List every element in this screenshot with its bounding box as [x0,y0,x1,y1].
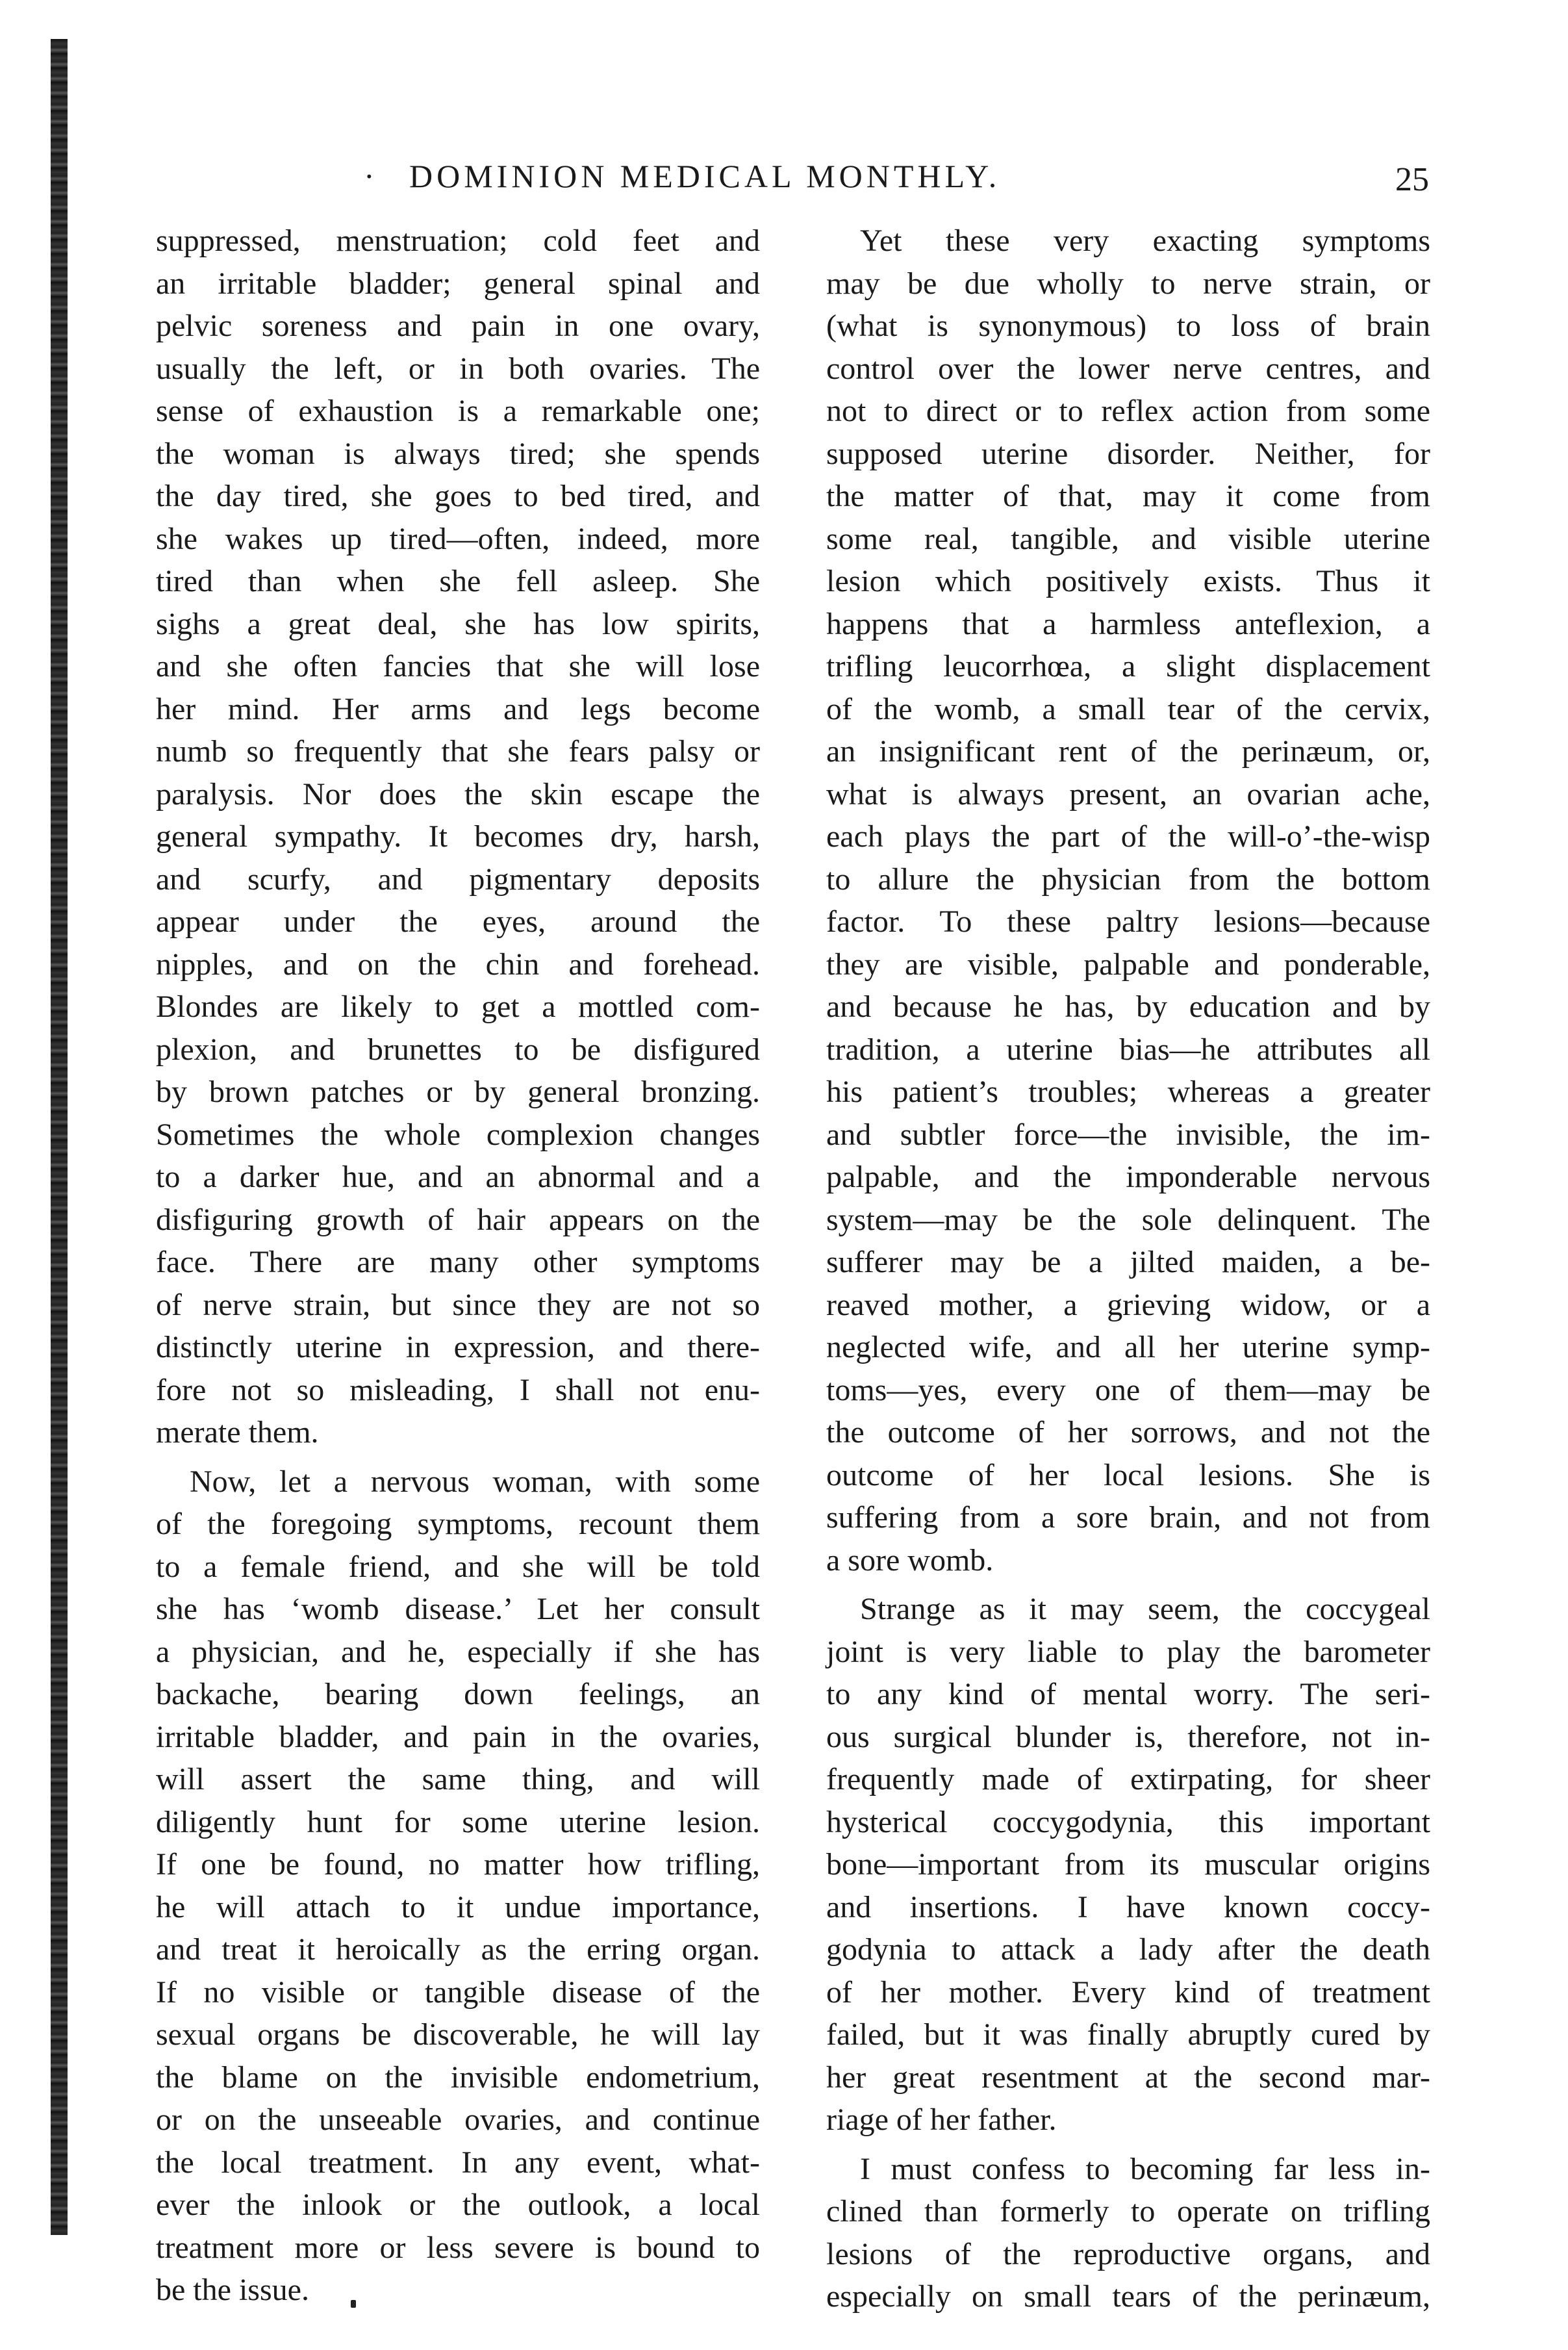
text-line: face. There are many other symptoms [156,1245,760,1279]
text-line: joint is very liable to play the barometer [826,1634,1430,1669]
text-line: irritable bladder, and pain in the ovaries, [156,1719,760,1754]
text-line: to a female friend, and she will be told [156,1549,760,1584]
text-line: a physician, and he, especially if she has [156,1634,760,1669]
text-line: control over the lower nerve centres, and [826,351,1430,386]
text-line: to any kind of mental worry. The seri- [826,1677,1430,1711]
running-head [364,147,1351,205]
text-line: to a darker hue, and an abnormal and a [156,1160,760,1194]
text-line: plexion, and brunettes to be disfigured [156,1032,760,1067]
text-line: of her mother. Every kind of treatment [826,1974,1430,2010]
text-line: godynia to attack a lady after the death [826,1932,1430,1967]
text-line: especially on small tears of the perinæum, [826,2279,1430,2314]
text-line: ous surgical blunder is, therefore, not in- [826,1719,1430,1754]
text-line: Strange as it may seem, the coccygeal [860,1592,1430,1626]
text-line: by brown patches or by general bronzing. [156,1075,760,1109]
text-line: pelvic soreness and pain in one ovary, [156,309,760,343]
text-line: Yet these very exacting symptoms [860,224,1430,258]
text-line: a sore womb. [826,1542,994,1577]
text-line: her mind. Her arms and legs become [156,691,760,726]
text-line: suppressed, menstruation; cold feet and [156,224,760,258]
text-line: fore not so misleading, I shall not enu- [156,1372,760,1407]
text-line: will assert the same thing, and will [156,1762,760,1796]
text-line: to allure the physician from the bottom [826,862,1430,897]
text-line: she has ‘womb disease.’ Let her consult [156,1592,760,1626]
text-line: neglected wife, and all her uterine symp- [826,1330,1430,1364]
text-line: Blondes are likely to get a mottled com- [156,990,760,1024]
text-line: (what is synonymous) to loss of brain [826,309,1430,343]
text-line: outcome of her local lesions. She is [826,1457,1430,1492]
text-line: Sometimes the whole complexion changes [156,1117,760,1152]
text-line: sighs a great deal, she has low spirits, [156,606,760,641]
journal-title: DOMINION MEDICAL MONTHLY. [409,158,1001,194]
text-line: happens that a harmless anteflexion, a [826,606,1430,641]
text-line: each plays the part of the will-o’-the-wisp [826,819,1430,854]
text-line: nipples, and on the chin and forehead. [156,947,760,982]
right-text-column [826,220,1430,2318]
text-line: her great resentment at the second mar- [826,2060,1430,2095]
text-line: reaved mother, a grieving widow, or a [826,1287,1430,1322]
text-line: Now, let a nervous woman, with some [190,1464,760,1499]
text-line: of the womb, a small tear of the cervix, [826,691,1430,726]
text-line: lesions of the reproductive organs, and [826,2236,1430,2271]
text-line: the matter of that, may it come from [826,479,1430,513]
text-line: his patient’s troubles; whereas a greater [826,1075,1430,1109]
text-line: general sympathy. It becomes dry, harsh, [156,819,760,854]
text-line: disfiguring growth of hair appears on the [156,1202,760,1237]
text-line: sufferer may be a jilted maiden, a be- [826,1245,1430,1279]
text-line: what is always present, an ovarian ache, [826,776,1430,811]
page-binding-edge [51,39,68,2235]
text-line: and subtler force—the invisible, the im- [826,1117,1430,1152]
text-line: failed, but it was finally abruptly cured by [826,2017,1430,2052]
text-line: If no visible or tangible disease of the [156,1974,760,2010]
text-line: diligently hunt for some uterine lesion. [156,1804,760,1839]
text-line: backache, bearing down feelings, an [156,1677,760,1711]
text-line: the outcome of her sorrows, and not the [826,1415,1430,1450]
text-line: treatment more or less severe is bound to [156,2230,760,2265]
text-line: the woman is always tired; she spends [156,436,760,471]
text-line: I must confess to becoming far less in- [860,2151,1430,2186]
text-line: he will attach to it undue importance, [156,1889,760,1924]
text-line: suffering from a sore brain, and not from [826,1500,1430,1535]
text-line: bone—important from its muscular origins [826,1847,1430,1882]
text-line: lesion which positively exists. Thus it [826,564,1430,598]
text-line: frequently made of extirpating, for sheer [826,1762,1430,1796]
text-line: not to direct or to reflex action from some [826,394,1430,428]
text-line: the local treatment. In any event, what- [156,2145,760,2180]
text-line: they are visible, palpable and ponderable, [826,947,1430,982]
text-line: be the issue. [156,2273,309,2307]
text-line: and insertions. I have known coccy- [826,1889,1430,1924]
text-line: and because he has, by education and by [826,990,1430,1024]
text-line: tradition, a uterine bias—he attributes all [826,1032,1430,1067]
text-line: tired than when she fell asleep. She [156,564,760,598]
running-head-dot: · [364,158,379,194]
text-line: clined than formerly to operate on trifling [826,2194,1430,2229]
stray-ink-mark [351,2300,356,2308]
text-line: factor. To these paltry lesions—because [826,904,1430,939]
text-line: and treat it heroically as the erring organ. [156,1932,760,1967]
text-line: numb so frequently that she fears palsy or [156,734,760,769]
text-line: merate them. [156,1415,319,1450]
text-line: toms—yes, every one of them—may be [826,1372,1430,1407]
text-line: palpable, and the imponderable nervous [826,1160,1430,1194]
text-line: supposed uterine disorder. Neither, for [826,436,1430,471]
text-line: of the foregoing symptoms, recount them [156,1507,760,1541]
text-line: the day tired, she goes to bed tired, and [156,479,760,513]
text-line: appear under the eyes, around the [156,904,760,939]
text-line: hysterical coccygodynia, this important [826,1804,1430,1839]
text-line: an irritable bladder; general spinal and [156,266,760,301]
text-line: usually the left, or in both ovaries. The [156,351,760,386]
text-line: trifling leucorrhœa, a slight displacement [826,649,1430,683]
left-text-column [156,220,760,2312]
page-number: 25 [1395,161,1429,198]
text-line: riage of her father. [826,2102,1057,2137]
text-line: and scurfy, and pigmentary deposits [156,862,760,897]
text-line: or on the unseeable ovaries, and continue [156,2102,760,2137]
text-line: an insignificant rent of the perinæum, or, [826,734,1430,769]
text-line: of nerve strain, but since they are not so [156,1287,760,1322]
text-line: sexual organs be discoverable, he will lay [156,2017,760,2052]
text-line: the blame on the invisible endometrium, [156,2060,760,2095]
text-line: may be due wholly to nerve strain, or [826,266,1430,301]
text-line: distinctly uterine in expression, and there- [156,1330,760,1364]
text-line: ever the inlook or the outlook, a local [156,2188,760,2222]
text-line: If one be found, no matter how trifling, [156,1847,760,1882]
text-line: some real, tangible, and visible uterine [826,521,1430,556]
text-line: and she often fancies that she will lose [156,649,760,683]
text-line: she wakes up tired—often, indeed, more [156,521,760,556]
text-line: paralysis. Nor does the skin escape the [156,776,760,811]
text-line: system—may be the sole delinquent. The [826,1202,1430,1237]
text-line: sense of exhaustion is a remarkable one; [156,394,760,428]
